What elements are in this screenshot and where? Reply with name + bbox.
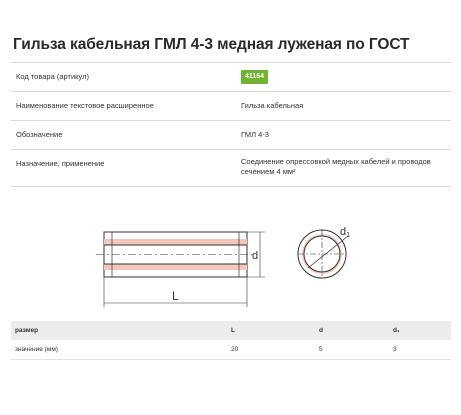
page-title: Гильза кабельная ГМЛ 4-3 медная луженая по ГОСТ bbox=[13, 36, 410, 53]
spec-label: Назначение, применение bbox=[16, 159, 105, 168]
label-L: L bbox=[172, 289, 179, 303]
label-d1-sub: 1 bbox=[346, 232, 351, 239]
spec-value: Соединение опрессовкой медных кабелей и проводов сечением 4 мм² bbox=[241, 157, 431, 176]
table-row bbox=[11, 340, 451, 360]
row-cell: 3 bbox=[389, 340, 451, 360]
dimensions-header-row bbox=[11, 321, 451, 340]
spec-row-code bbox=[11, 62, 451, 91]
header-cell: d bbox=[315, 321, 389, 340]
spec-row-designation bbox=[11, 120, 451, 149]
header-cell: размер bbox=[11, 321, 227, 340]
label-d1 bbox=[340, 226, 350, 239]
spec-table bbox=[11, 62, 451, 187]
spec-value: Гильза кабельная bbox=[241, 101, 304, 110]
dimensions-table bbox=[11, 321, 451, 360]
row-cell: значение (мм) bbox=[11, 340, 227, 360]
header-cell: L bbox=[227, 321, 315, 340]
spec-row-name bbox=[11, 91, 451, 120]
header-cell: d₁ bbox=[389, 321, 451, 340]
row-cell: 5 bbox=[315, 340, 389, 360]
label-d: d bbox=[252, 250, 259, 262]
sleeve-drawing bbox=[0, 214, 461, 318]
spec-value bbox=[241, 70, 446, 84]
spec-value: ГМЛ 4-3 bbox=[241, 130, 269, 139]
row-cell: 20 bbox=[227, 340, 315, 360]
article-badge: 41164 bbox=[241, 70, 268, 84]
label-d1-letter: d bbox=[340, 226, 347, 238]
spec-row-purpose bbox=[11, 149, 451, 187]
spec-label: Код товара (артикул) bbox=[16, 72, 89, 81]
spec-label: Наименование текстовое расширенное bbox=[16, 101, 154, 110]
side-view bbox=[96, 232, 265, 307]
spec-label: Обозначение bbox=[16, 130, 63, 139]
